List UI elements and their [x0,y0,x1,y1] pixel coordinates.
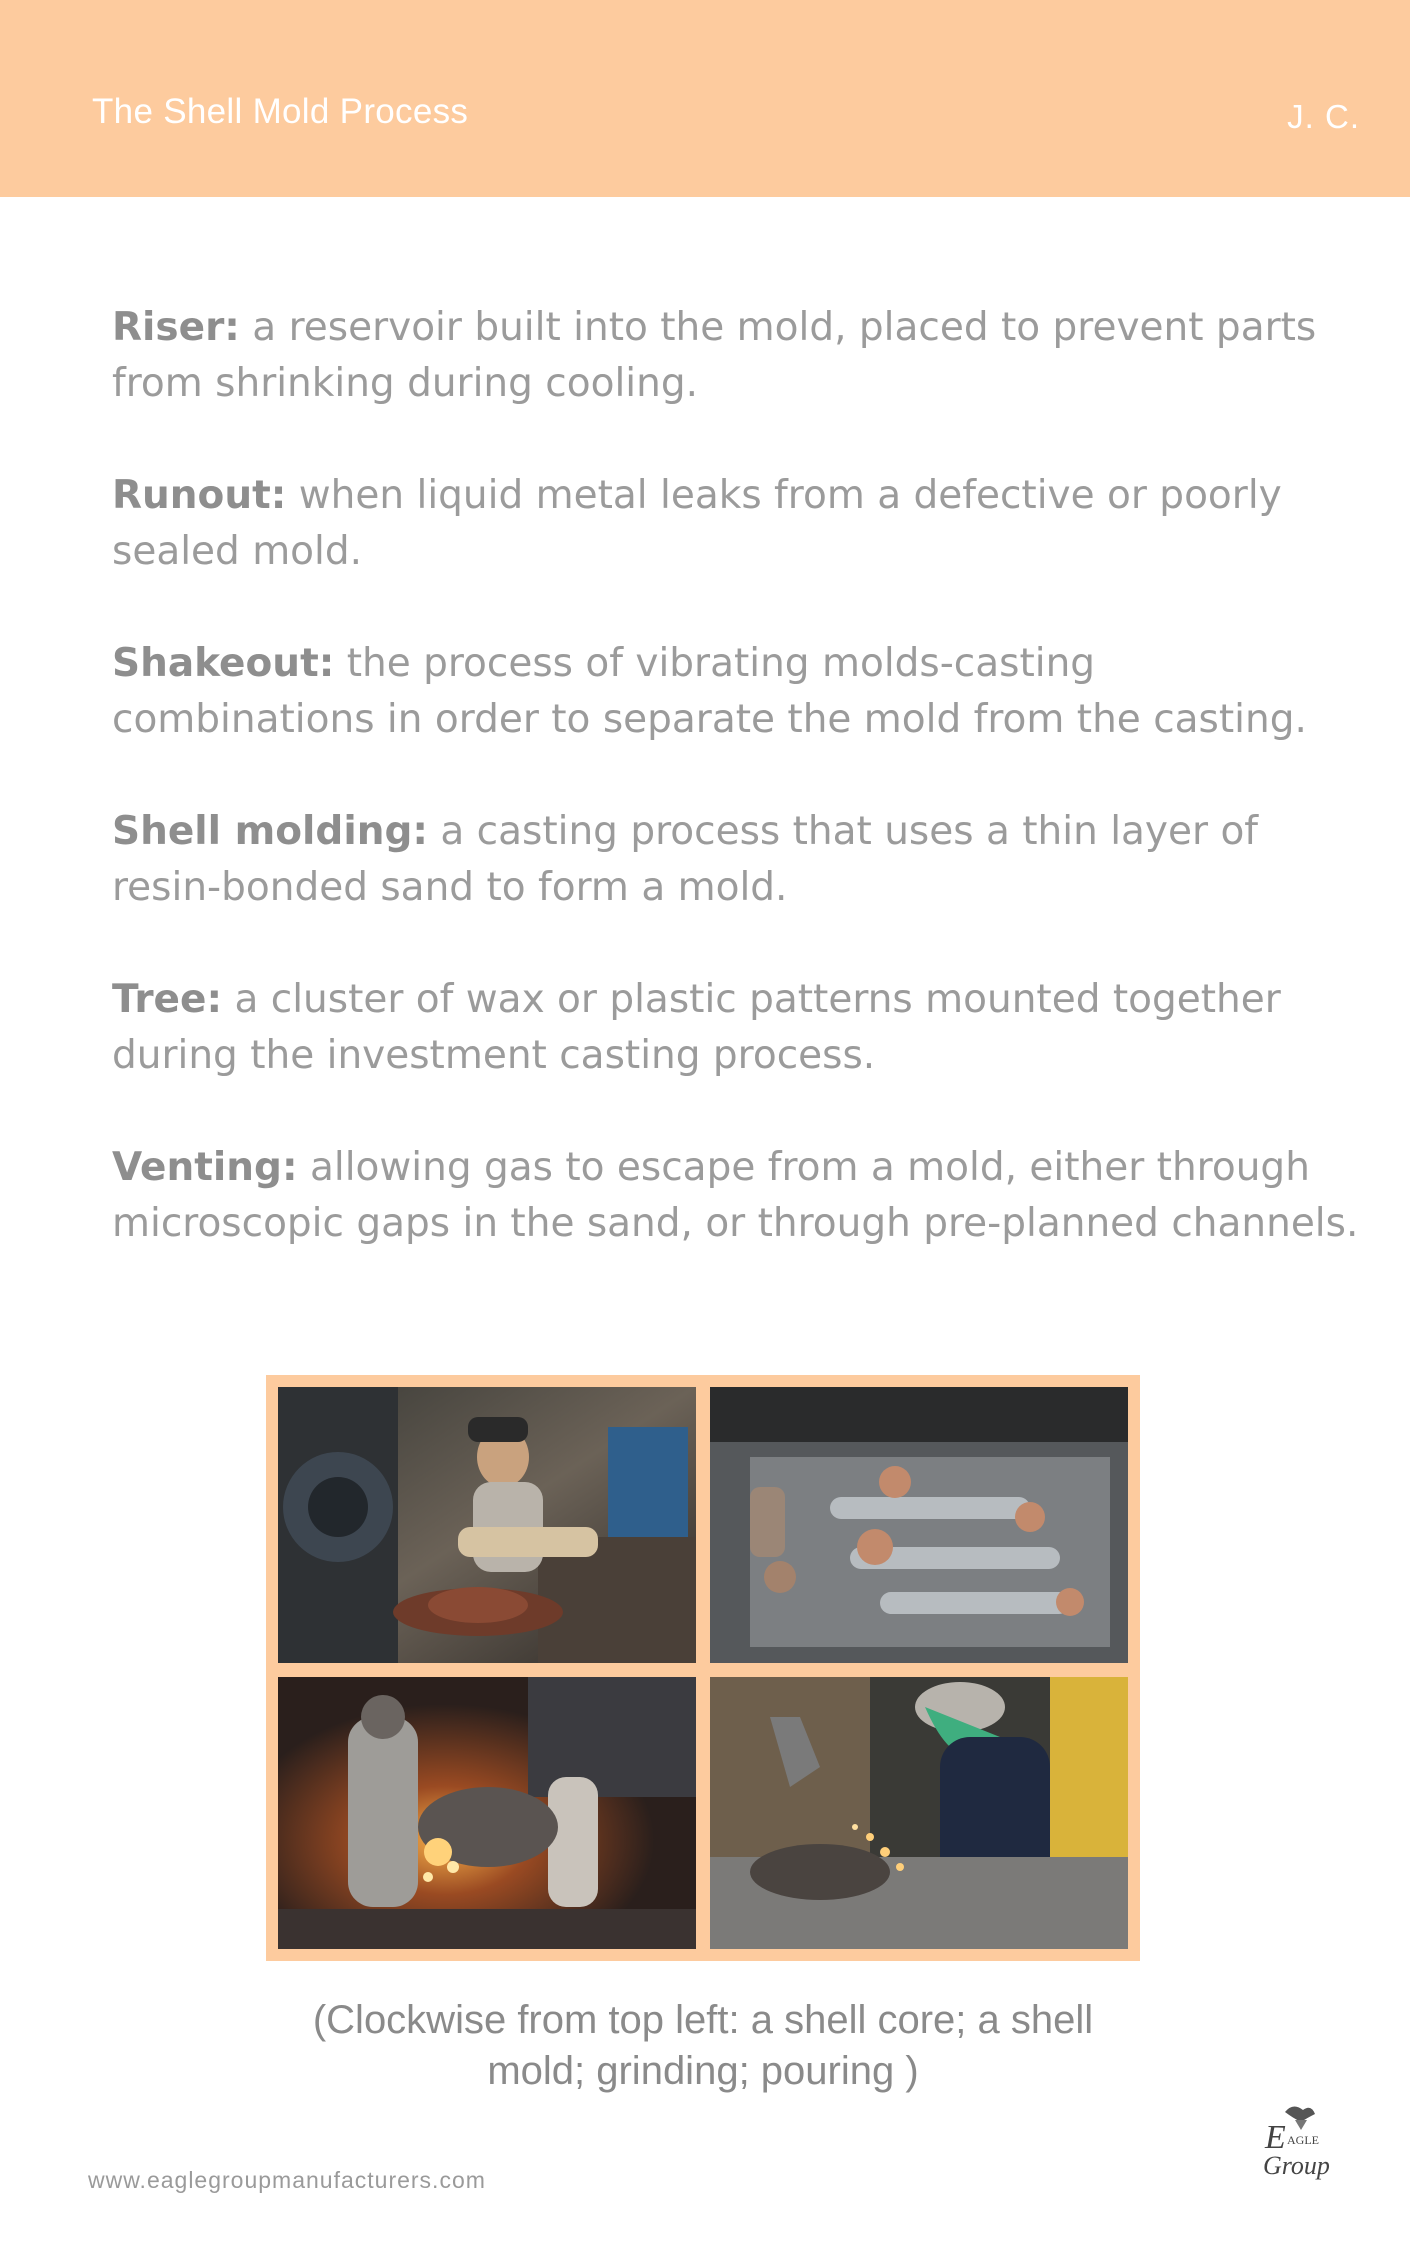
photo-collage [266,1375,1140,1961]
header-title: The Shell Mold Process [92,92,469,131]
svg-text:AGLE: AGLE [1287,2133,1319,2147]
glossary-entry-shell-molding [112,804,1362,916]
glossary-entry-tree [112,972,1362,1084]
glossary-list [112,300,1362,1308]
photo-shell-core [278,1387,696,1663]
page-header [0,0,1410,197]
svg-text:E: E [1265,2119,1286,2156]
eagle-group-logo [1245,2100,1355,2190]
glossary-entry-shakeout [112,636,1362,748]
glossary-term: Runout: [112,473,287,518]
glossary-term: Riser: [112,305,240,350]
glossary-definition: when liquid metal leaks from a defective or poorly sealed mold. [112,473,1282,574]
glossary-definition: a cluster of wax or plastic patterns mounted together during the investment casting process. [112,977,1281,1078]
figure-caption: (Clockwise from top left: a shell core; a shell mold; grinding; pouring ) [312,1998,1094,2093]
glossary-term: Tree: [112,977,223,1022]
glossary-entry-venting [112,1140,1362,1252]
photo-grinding [710,1677,1128,1949]
photo-pouring [278,1677,696,1949]
glossary-term: Shakeout: [112,641,335,686]
glossary-definition: the process of vibrating molds-casting combinations in order to separate the mold from the casting. [112,641,1307,742]
header-initials: J. C. [1287,98,1360,135]
glossary-definition: allowing gas to escape from a mold, either through microscopic gaps in the sand, or through pre-planned channels. [112,1145,1359,1246]
website-link[interactable]: www.eaglegroupmanufacturers.com [88,2167,486,2193]
glossary-definition: a reservoir built into the mold, placed to prevent parts from shrinking during cooling. [112,305,1317,406]
glossary-entry-riser [112,300,1362,412]
photo-shell-mold [710,1387,1128,1663]
glossary-definition: a casting process that uses a thin layer of resin-bonded sand to form a mold. [112,809,1259,910]
svg-text:Group: Group [1263,2151,1330,2180]
glossary-entry-runout [112,468,1362,580]
glossary-term: Venting: [112,1145,298,1190]
glossary-term: Shell molding: [112,809,428,854]
